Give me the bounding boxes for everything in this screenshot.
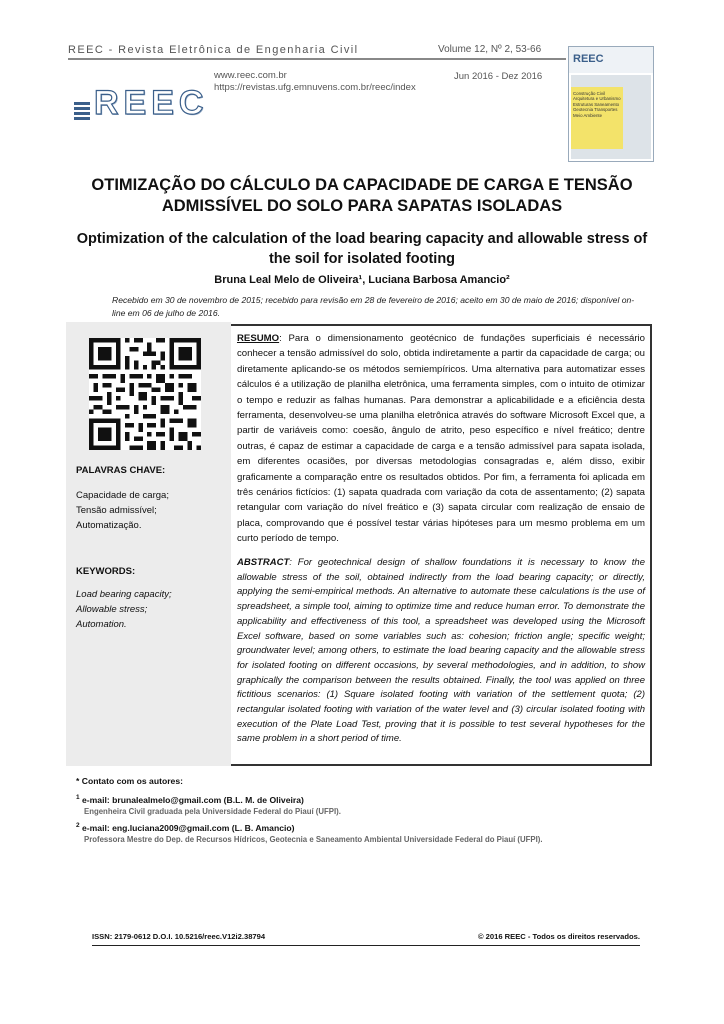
abstract-paragraph [237, 556, 645, 747]
cover-topics: Construção Civil Arquitetura e Urbanismo Estruturas Saneamento Geotecnia Transportes Meio Ambiente [573, 91, 621, 118]
abstract-text: : For geotechnical design of shallow foundations it is necessary to know the allowable stress of the soil, obtained indirectly from the load bearing capacity; or directly, applying the semi-empirical methods. An alternative to automate these calculations is the use of spreadsheet, a simple tool, aiming to optimize time and reduce human error. To demonstrate the applicability and effectiveness of this tool, a spreadsheet was developed using the Microsoft Excel software, based on some variables such as: cohesion; friction angle; specific weight; groundwater level; among others, to estimate the load bearing capacity and the allowable stress for isolated footing on different occasions, by several methodologies, and in addition, to show graphically the comparison between the results obtained. Finally, the tool was applied on three fictitious scenarios: (1) Square isolated footing with variation of the settlement quota; (2) rectangular isolated footing with variation of the water level and (3) circular isolated footing with execution of the Plate Load Test, proving that it is possible to test several hypotheses for the same problem in a short period of time. [237, 557, 645, 745]
journal-logo [68, 68, 209, 122]
logo-bars-icon [74, 102, 90, 124]
journal-title: REEC - Revista Eletrônica de Engenharia Civil [68, 44, 359, 56]
qr-code-icon[interactable] [89, 338, 201, 450]
contact-heading: * Contato com os autores: [76, 776, 183, 786]
keyword-en: Allowable stress; [76, 604, 148, 615]
article-title-en [40, 229, 684, 269]
abstract-label: ABSTRACT [237, 557, 290, 568]
title-pt-line1: OTIMIZAÇÃO DO CÁLCULO DA CAPACIDADE DE CARGA E TENSÃO [91, 176, 633, 194]
resumo-text: : Para o dimensionamento geotécnico de fundações superficiais é necessário conhecer a tensão admissível do solo, obtida indiretamente a partir da capacidade de carga; ou diretamente aplicando-se os métodos semiempíricos. Uma alternativa para automatizar esses cálculos é a utilização de planilha eletrônica, uma ferramenta simples, com o intuito de otimizar o tempo e reduzir as falhas humanas. Para demonstrar a aplicabilidade e a eficiência desta ferramenta, desenvolveu-se uma planilha eletrônica através do software Microsoft Excel que, a partir de variáveis como: coesão, ângulo de atrito, peso específico e nível freático; dentre outras, é capaz de estimar a capacidade de carga e a tensão admissível para sapata isolada, em diferentes ocasiões, por diversas metodologias consagradas e, além disso, exibir graficamente a comparação entre os resultados obtidos. Por fim, a ferramenta foi aplicada em três cenários fictícios: (1) sapata quadrada com variação da cota de assentamento; (2) sapata retangular com variação do nível freático e (3) sapata circular com realização de ensaio de placa, comprovando que é possível testar várias hipóteses para um mesmo problema em um curto período de tempo. [237, 333, 645, 545]
resumo-paragraph [237, 331, 645, 547]
footer-copyright: © 2016 REEC - Todos os direitos reservados. [477, 932, 640, 941]
keywords-pt-heading: PALAVRAS CHAVE: [76, 465, 166, 476]
journal-url-alt[interactable]: https://revistas.ufg.emnuvens.com.br/reec/index [214, 82, 416, 93]
journal-cover-thumbnail [568, 46, 654, 162]
received-dates: Recebido em 30 de novembro de 2015; recebido para revisão em 28 de fevereiro de 2016; aceito em 30 de maio de 2016; disponível on-line em 06 de julho de 2016. [112, 295, 635, 318]
cover-header [569, 47, 653, 73]
article-title-pt [40, 175, 684, 217]
keyword-pt: Capacidade de carga; [76, 490, 169, 501]
header-rule [68, 58, 566, 60]
journal-url[interactable]: www.reec.com.br [214, 70, 287, 81]
keywords-pt-list [76, 488, 226, 533]
abstract-border-bottom [231, 764, 652, 766]
keywords-en-list [76, 587, 226, 632]
title-en-line1: Optimization of the calculation of the load bearing capacity and allowable stress of [76, 231, 648, 247]
affiliation-1: Engenheira Civil graduada pela Universidade Federal do Piauí (UFPI). [84, 806, 341, 816]
email-1-text[interactable]: e-mail: brunalealmelo@gmail.com (B.L. M. de Oliveira) [82, 794, 304, 805]
email-2-text[interactable]: e-mail: eng.luciana2009@gmail.com (L. B. Amancio) [82, 822, 295, 833]
contact-email-2: $^2$ e-mail: eng.luciana2009@gmail.com (L. B. Amancio) [76, 821, 295, 833]
title-en-line2: the soil for isolated footing [268, 251, 456, 267]
keyword-en: Automation. [76, 619, 127, 630]
logo-text: REEC [94, 84, 209, 122]
authors: Bruna Leal Melo de Oliveira¹, Luciana Barbosa Amancio² [214, 274, 510, 286]
abstract-border-top [231, 324, 652, 326]
keyword-pt: Automatização. [76, 520, 142, 531]
resumo-label: RESUMO [237, 333, 280, 344]
keywords-en-heading: KEYWORDS: [76, 566, 136, 577]
contact-email-1: $^1$ e-mail: brunalealmelo@gmail.com (B.L. M. de Oliveira) [76, 794, 304, 805]
keyword-pt: Tensão admissível; [76, 505, 157, 516]
footer-issn-doi: ISSN: 2179-0612 D.O.I. 10.5216/reec.V12i2.38794 [92, 932, 266, 941]
title-pt-line2: ADMISSÍVEL DO SOLO PARA SAPATAS ISOLADAS [161, 197, 563, 215]
issue-dates: Jun 2016 - Dez 2016 [454, 71, 543, 82]
affiliation-2: Professora Mestre do Dep. de Recursos Hídricos, Geotecnia e Saneamento Ambiental Universidade Federal do Piauí (UFPI). [84, 834, 543, 844]
abstract-border-right [650, 324, 652, 766]
keyword-en: Load bearing capacity; [76, 589, 172, 600]
footer-rule [92, 945, 640, 946]
journal-volume: Volume 12, Nº 2, 53-66 [438, 44, 542, 55]
author-contacts [76, 776, 676, 848]
cover-logo: REEC [573, 53, 604, 65]
